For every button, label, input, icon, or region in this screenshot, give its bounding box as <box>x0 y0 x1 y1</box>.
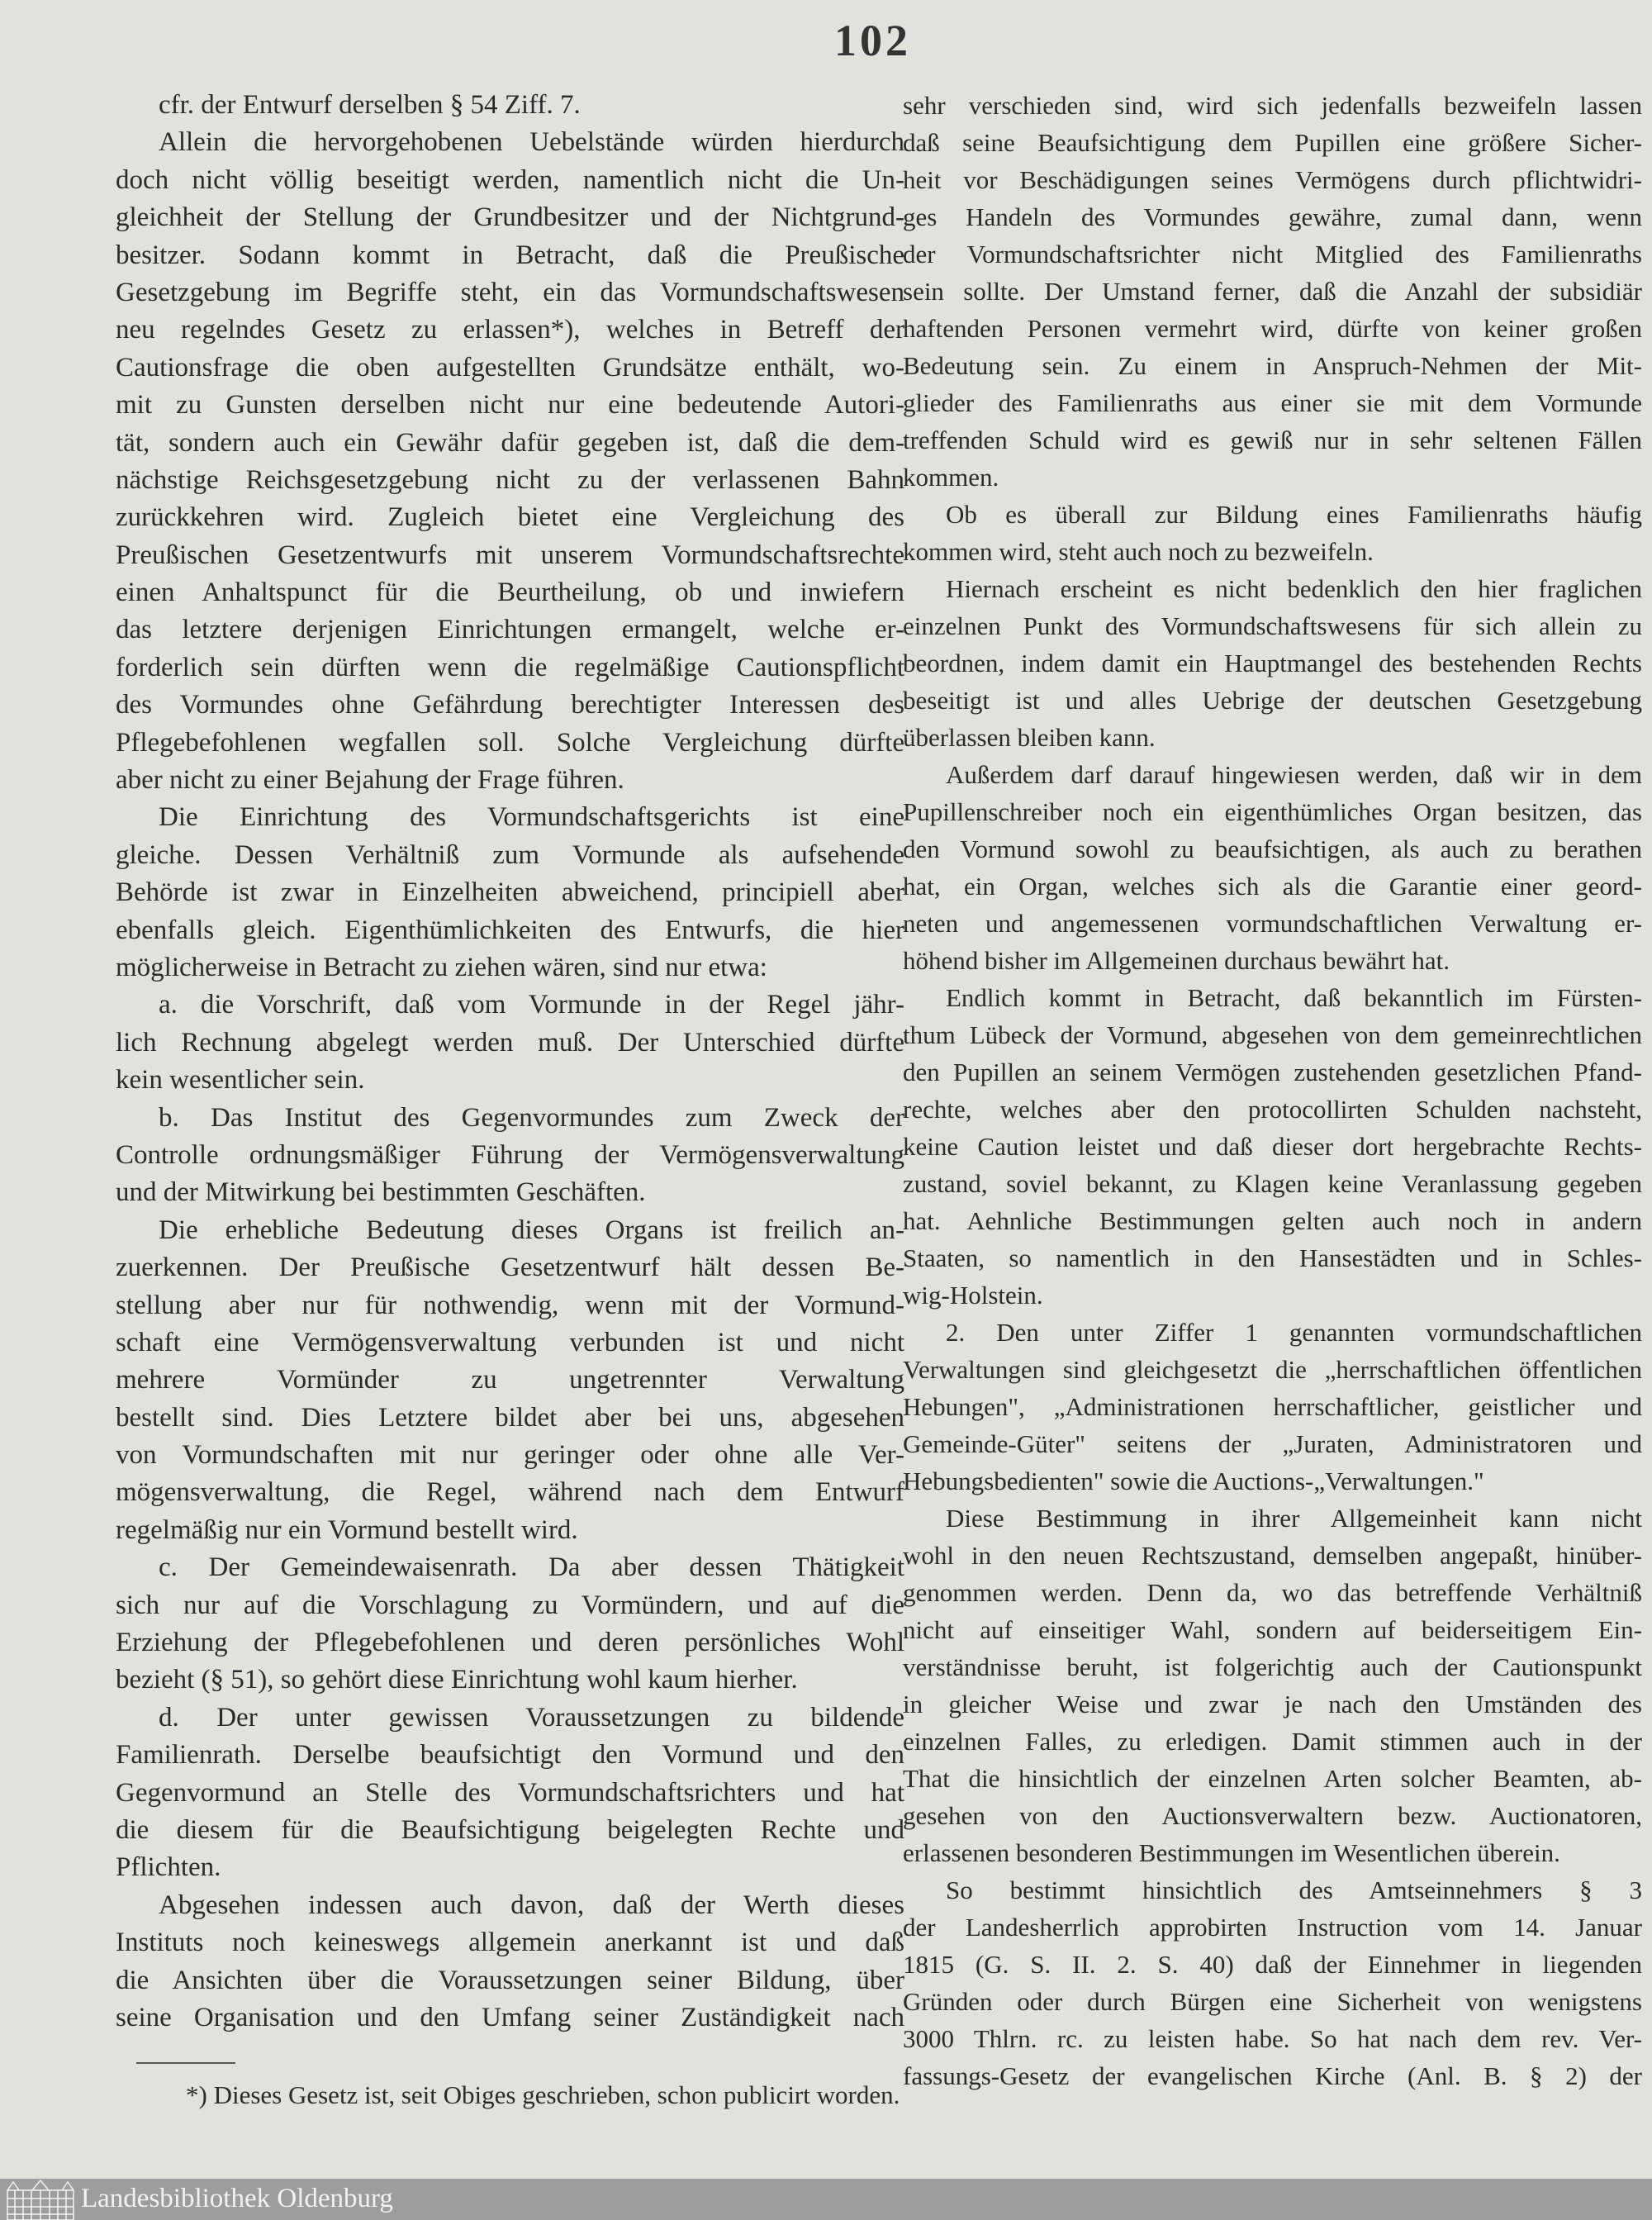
text-line: heit vor Beschädigungen seines Vermögens durch pflichtwidri- <box>903 165 1642 194</box>
text-line: möglicherweise in Betracht zu ziehen wären, sind nur etwa: <box>116 952 767 982</box>
text-line: cfr. der Entwurf derselben § 54 Ziff. 7. <box>159 90 581 120</box>
text-line: das letztere derjenigen Einrichtungen ermangelt, welche er- <box>116 615 904 645</box>
left-column <box>116 87 904 2037</box>
text-line: die diesem für die Beaufsichtigung beigelegten Rechte und <box>116 1814 904 1845</box>
text-line: lich Rechnung abgelegt werden muß. Der Unterschied dürfte <box>116 1027 904 1058</box>
text-line: zustand, soviel bekannt, zu Klagen keine Veranlassung gegeben <box>903 1169 1642 1198</box>
page-number: 102 <box>834 16 911 65</box>
text-line: Gegenvormund an Stelle des Vormundschaftsrichters und hat <box>116 1777 904 1808</box>
text-line: wohl in den neuen Rechtszustand, demselben angepaßt, hinüber- <box>903 1541 1642 1570</box>
text-line: Pupillenschreiber noch ein eigenthümliches Organ besitzen, das <box>903 797 1642 826</box>
text-line: nicht auf einseitiger Wahl, sondern auf beiderseitigem Ein- <box>903 1615 1642 1644</box>
text-line: ges Handeln des Vormundes gewähre, zumal dann, wenn <box>903 202 1642 231</box>
text-line: in gleicher Weise und zwar je nach den Umständen des <box>903 1690 1642 1718</box>
text-line: rechte, welches aber den protocollirten Schulden nachsteht, <box>903 1095 1642 1124</box>
text-line: Gesetzgebung im Begriffe steht, ein das Vormundschaftswesen <box>116 277 904 307</box>
text-line: Hebungen", „Administrationen herrschaftlicher, geistlicher und <box>903 1392 1642 1421</box>
text-line: Allein die hervorgehobenen Uebelstände würden hierdurch <box>159 127 904 158</box>
text-line: Abgesehen indessen auch davon, daß der Werth dieses <box>159 1890 904 1920</box>
text-line: mögensverwaltung, die Regel, während nach dem Entwurf <box>116 1477 904 1508</box>
library-name: Landesbibliothek Oldenburg <box>81 2184 393 2213</box>
right-column <box>903 87 1642 2094</box>
text-line: zuerkennen. Der Preußische Gesetzentwurf hält dessen Be- <box>116 1253 904 1283</box>
text-line: hat. Aehnliche Bestimmungen gelten auch noch in andern <box>903 1206 1642 1235</box>
text-line: zurückkehren wird. Zugleich bietet eine Vergleichung des <box>116 502 904 533</box>
text-line: neten und angemessenen vormundschaftlichen Verwaltung er- <box>903 909 1642 938</box>
text-line: hat, ein Organ, welches sich als die Garantie einer geord- <box>903 872 1642 901</box>
text-line: besitzer. Sodann kommt in Betracht, daß die Preußische <box>116 240 904 270</box>
text-line: bestellt sind. Dies Letztere bildet aber bei uns, abgesehen <box>116 1402 904 1433</box>
text-line: bezieht (§ 51), so gehört diese Einrichtung wohl kaum hierher. <box>116 1665 798 1695</box>
text-line: wig-Holstein. <box>903 1281 1043 1310</box>
text-line: den Pupillen an seinem Vermögen zustehenden gesetzlichen Pfand- <box>903 1058 1642 1086</box>
text-line: ebenfalls gleich. Eigenthümlichkeiten des Entwurfs, die hier <box>116 915 904 945</box>
text-line: Staaten, so namentlich in den Hansestädten und in Schles- <box>903 1243 1642 1272</box>
text-line: forderlich sein dürften wenn die regelmäßige Cautionspflicht <box>116 652 904 682</box>
text-line: That die hinsichtlich der einzelnen Arten solcher Beamten, ab- <box>903 1764 1642 1793</box>
text-line: beseitigt ist und alles Uebrige der deutschen Gesetzgebung <box>903 686 1642 715</box>
text-line: schaft eine Vermögensverwaltung verbunden ist und nicht <box>116 1327 904 1357</box>
text-line: gesehen von den Auctionsverwaltern bezw. Auctionatoren, <box>903 1801 1642 1830</box>
text-line: tät, sondern auch ein Gewähr dafür gegeben ist, daß die dem- <box>116 427 904 458</box>
text-line: d. Der unter gewissen Voraussetzungen zu bildende <box>159 1702 904 1733</box>
text-line: Diese Bestimmung in ihrer Allgemeinheit kann nicht <box>946 1504 1642 1533</box>
text-line: haftenden Personen vermehrt wird, dürfte von keiner großen <box>903 314 1642 343</box>
text-line: keine Caution leistet und daß dieser dort hergebrachte Rechts- <box>903 1132 1642 1161</box>
text-line: einen Anhaltspunct für die Beurtheilung, ob und inwiefern <box>116 578 904 608</box>
text-line: Ob es überall zur Bildung eines Familienraths häufig <box>946 500 1642 529</box>
text-line: aber nicht zu einer Bejahung der Frage führen. <box>116 765 624 796</box>
text-line: sich nur auf die Vorschlagung zu Vormündern, und auf die <box>116 1590 904 1620</box>
text-line: kein wesentlicher sein. <box>116 1065 365 1096</box>
text-line: 3000 Thlrn. rc. zu leisten habe. So hat nach dem rev. Ver- <box>903 2024 1642 2053</box>
text-line: Hebungsbedienten" sowie die Auctions-„Verwaltungen." <box>903 1467 1484 1495</box>
text-line: Controlle ordnungsmäßiger Führung der Vermögensverwaltung <box>116 1139 904 1170</box>
text-line: sehr verschieden sind, wird sich jedenfalls bezweifeln lassen <box>903 91 1642 120</box>
text-line: Instituts noch keineswegs allgemein anerkannt ist und daß <box>116 1928 904 1958</box>
text-line: stellung aber nur für nothwendig, wenn mit der Vormund- <box>116 1290 904 1320</box>
text-line: einzelnen Punkt des Vormundschaftswesens für sich allein zu <box>903 611 1642 640</box>
text-line: und der Mitwirkung bei bestimmten Geschäften. <box>116 1177 646 1208</box>
text-line: nächstige Reichsgesetzgebung nicht zu der verlassenen Bahn <box>116 464 904 495</box>
text-line: thum Lübeck der Vormund, abgesehen von dem gemeinrechtlichen <box>903 1020 1642 1049</box>
text-line: Verwaltungen sind gleichgesetzt die „herrschaftlichen öffentlichen <box>903 1355 1642 1384</box>
text-line: beordnen, indem damit ein Hauptmangel des bestehenden Rechts <box>903 649 1642 677</box>
text-line: b. Das Institut des Gegenvormundes zum Zweck der <box>159 1102 904 1133</box>
text-line: Außerdem darf darauf hingewiesen werden, daß wir in dem <box>946 760 1642 789</box>
text-line: gleichheit der Stellung der Grundbesitzer und der Nichtgrund- <box>116 202 904 233</box>
text-line: überlassen bleiben kann. <box>903 723 1156 752</box>
text-line: Bedeutung sein. Zu einem in Anspruch-Nehmen der Mit- <box>903 351 1642 380</box>
text-line: doch nicht völlig beseitigt werden, namentlich nicht die Un- <box>116 164 904 195</box>
text-line: c. Der Gemeindewaisenrath. Da aber dessen Thätigkeit <box>159 1552 904 1583</box>
text-line: Die erhebliche Bedeutung dieses Organs ist freilich an- <box>159 1215 904 1245</box>
text-line: den Vormund sowohl zu beaufsichtigen, als auch zu berathen <box>903 834 1642 863</box>
text-line: sein sollte. Der Umstand ferner, daß die Anzahl der subsidiär <box>903 277 1642 306</box>
text-line: mehrere Vormünder zu ungetrennter Verwaltung <box>116 1365 904 1395</box>
text-line: Familienrath. Derselbe beaufsichtigt den Vormund und den <box>116 1740 904 1771</box>
text-line: Gemeinde-Güter" seitens der „Juraten, Administratoren und <box>903 1429 1642 1458</box>
text-line: Die Einrichtung des Vormundschaftsgerichts ist eine <box>159 802 904 833</box>
text-line: kommen. <box>903 463 999 492</box>
text-line: Hiernach erscheint es nicht bedenklich den hier fraglichen <box>946 574 1642 603</box>
text-line: So bestimmt hinsichtlich des Amtseinnehmers § 3 <box>946 1875 1642 1904</box>
text-line: kommen wird, steht auch noch zu bezweifeln. <box>903 537 1374 566</box>
library-building-logo-icon <box>5 2179 76 2220</box>
text-line: neu regelndes Gesetz zu erlassen*), welches in Betreff der <box>116 315 904 345</box>
text-line: glieder des Familienraths aus einer sie mit dem Vormunde <box>903 388 1642 417</box>
library-footer-bar <box>0 2179 1652 2220</box>
text-line: Preußischen Gesetzentwurfs mit unserem Vormundschaftsrechte <box>116 540 904 570</box>
footnote-rule <box>136 2062 235 2064</box>
text-line: daß seine Beaufsichtigung dem Pupillen eine größere Sicher- <box>903 128 1642 157</box>
text-line: erlassenen besonderen Bestimmungen im Wesentlichen überein. <box>903 1838 1560 1867</box>
text-line: des Vormundes ohne Gefährdung berechtigter Interessen des <box>116 690 904 720</box>
text-line: 1815 (G. S. II. 2. S. 40) daß der Einnehmer in liegenden <box>903 1950 1642 1979</box>
text-line: Pflegebefohlenen wegfallen soll. Solche Vergleichung dürfte <box>116 727 904 758</box>
text-line: Cautionsfrage die oben aufgestellten Grundsätze enthält, wo- <box>116 352 904 383</box>
text-line: verständnisse beruht, ist folgerichtig auch der Cautionspunkt <box>903 1652 1642 1681</box>
text-line: der Landesherrlich approbirten Instruction vom 14. Januar <box>903 1913 1642 1942</box>
text-line: a. die Vorschrift, daß vom Vormunde in der Regel jähr- <box>159 990 904 1020</box>
text-line: Gründen oder durch Bürgen eine Sicherheit von wenigstens <box>903 1987 1642 2016</box>
text-line: mit zu Gunsten derselben nicht nur eine bedeutende Autori- <box>116 390 904 421</box>
text-line: Erziehung der Pflegebefohlenen und deren persönliches Wohl <box>116 1628 904 1658</box>
text-line: Behörde ist zwar in Einzelheiten abweichend, principiell aber <box>116 877 904 908</box>
text-line: Pflichten. <box>116 1852 221 1883</box>
text-line: genommen werden. Denn da, wo das betreffende Verhältniß <box>903 1578 1642 1607</box>
text-line: die Ansichten über die Voraussetzungen seiner Bildung, über <box>116 1965 904 1995</box>
text-line: treffenden Schuld wird es gewiß nur in sehr seltenen Fällen <box>903 425 1642 454</box>
text-line: höhend bisher im Allgemeinen durchaus bewährt hat. <box>903 946 1450 975</box>
text-line: gleiche. Dessen Verhältniß zum Vormunde als aufsehende <box>116 839 904 870</box>
text-line: von Vormundschaften mit nur geringer oder ohne alle Ver- <box>116 1440 904 1471</box>
text-line: Endlich kommt in Betracht, daß bekanntlich im Fürsten- <box>946 983 1642 1012</box>
text-line: seine Organisation und den Umfang seiner Zuständigkeit nach <box>116 2002 904 2032</box>
text-line: 2. Den unter Ziffer 1 genannten vormundschaftlichen <box>946 1318 1642 1347</box>
text-line: fassungs-Gesetz der evangelischen Kirche (Anl. B. § 2) der <box>903 2061 1642 2090</box>
text-line: einzelnen Falles, zu erledigen. Damit stimmen auch in der <box>903 1727 1642 1756</box>
footnote: *) Dieses Gesetz ist, seit Obiges geschrieben, schon publicirt worden. <box>186 2080 900 2109</box>
text-line: regelmäßig nur ein Vormund bestellt wird. <box>116 1514 578 1545</box>
text-line: der Vormundschaftsrichter nicht Mitglied des Familienraths <box>903 240 1642 269</box>
